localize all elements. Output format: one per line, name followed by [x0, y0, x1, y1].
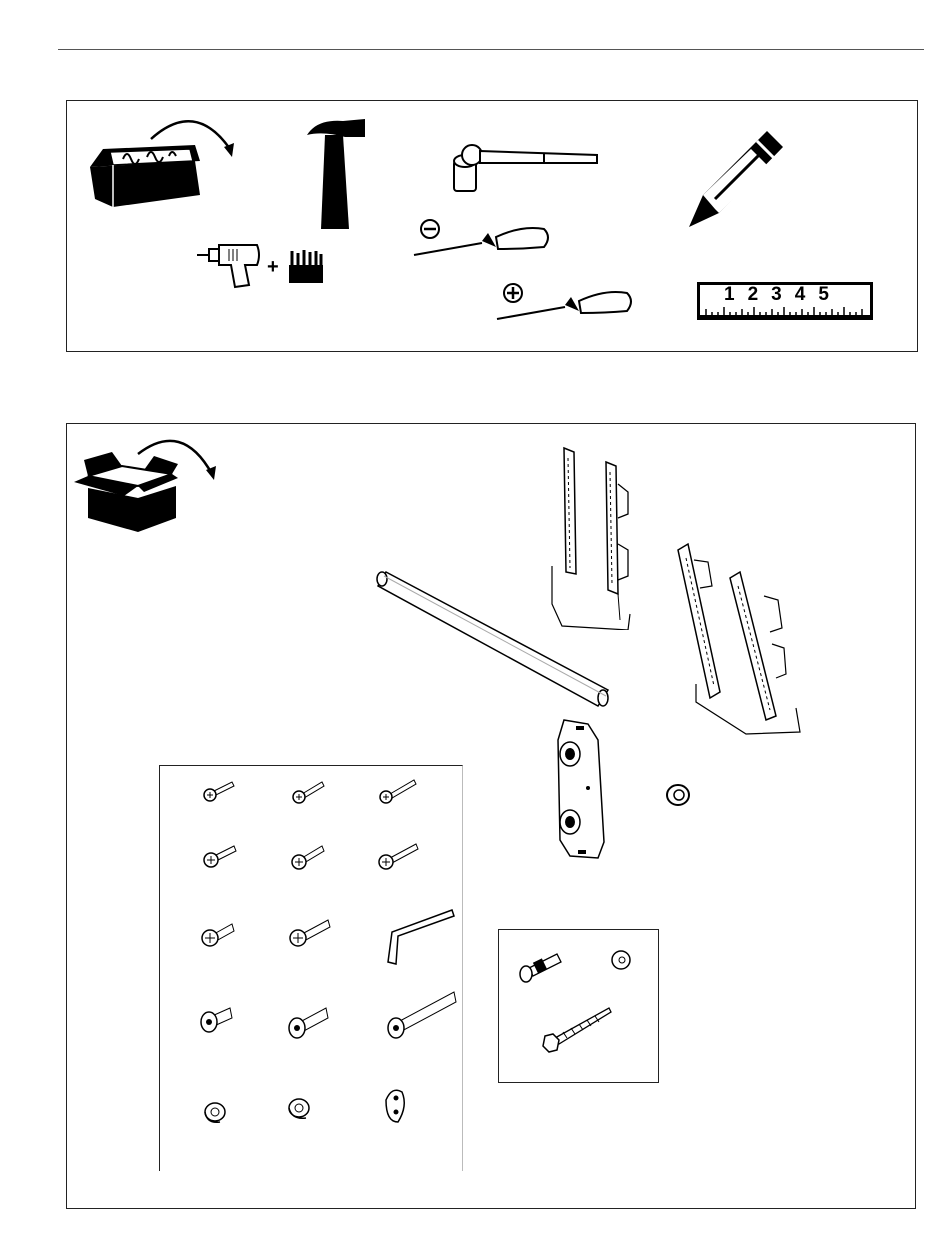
toolbox-icon	[85, 109, 235, 209]
ruler-icon	[697, 282, 873, 320]
anchor-pack-items	[499, 930, 657, 1082]
anchor-washer	[612, 951, 630, 969]
spacer-short	[205, 1103, 225, 1122]
drill-plus-sign: +	[267, 256, 279, 278]
bolt-m8-long	[388, 992, 456, 1038]
mounting-plate-part	[548, 716, 618, 862]
phillips-screwdriver-icon	[495, 283, 635, 327]
flat-screwdriver-icon	[412, 219, 552, 263]
screw-m4-short	[204, 782, 234, 801]
pencil-icon	[687, 129, 787, 229]
bolt-m8-short	[201, 1008, 232, 1032]
bolt-m8-mid	[289, 1008, 328, 1038]
safety-clip	[386, 1090, 404, 1122]
washer-part	[664, 782, 694, 808]
screw-m6-short	[202, 924, 234, 946]
drill-bits-icon	[289, 249, 325, 285]
spacer-long	[289, 1099, 309, 1118]
hardware-pack-items	[160, 766, 462, 1170]
ruler-number: 4	[794, 284, 806, 305]
wall-anchor	[520, 954, 561, 982]
tools-required-panel	[66, 100, 918, 352]
screw-m6-long	[290, 920, 330, 946]
screw-m5-short	[204, 846, 236, 867]
ruler-number: 1	[724, 284, 735, 305]
allen-wrench	[388, 910, 454, 964]
wall-bracket-pair-b	[672, 540, 812, 740]
hammer-icon	[303, 117, 369, 231]
header-rule	[58, 49, 924, 50]
open-box-icon	[72, 430, 222, 540]
wall-bracket-pair-a	[548, 444, 642, 630]
screw-m5-long	[379, 844, 418, 869]
ruler-ticks	[700, 305, 870, 317]
ruler-number: 5	[818, 284, 829, 305]
lag-bolt	[543, 1008, 611, 1052]
ruler-number: 3	[771, 284, 782, 305]
ratchet-icon	[452, 141, 602, 197]
screw-m4-long	[380, 780, 416, 803]
screw-m4-mid	[293, 782, 324, 803]
ruler-number: 2	[747, 284, 759, 305]
screw-m5-mid	[292, 846, 324, 869]
